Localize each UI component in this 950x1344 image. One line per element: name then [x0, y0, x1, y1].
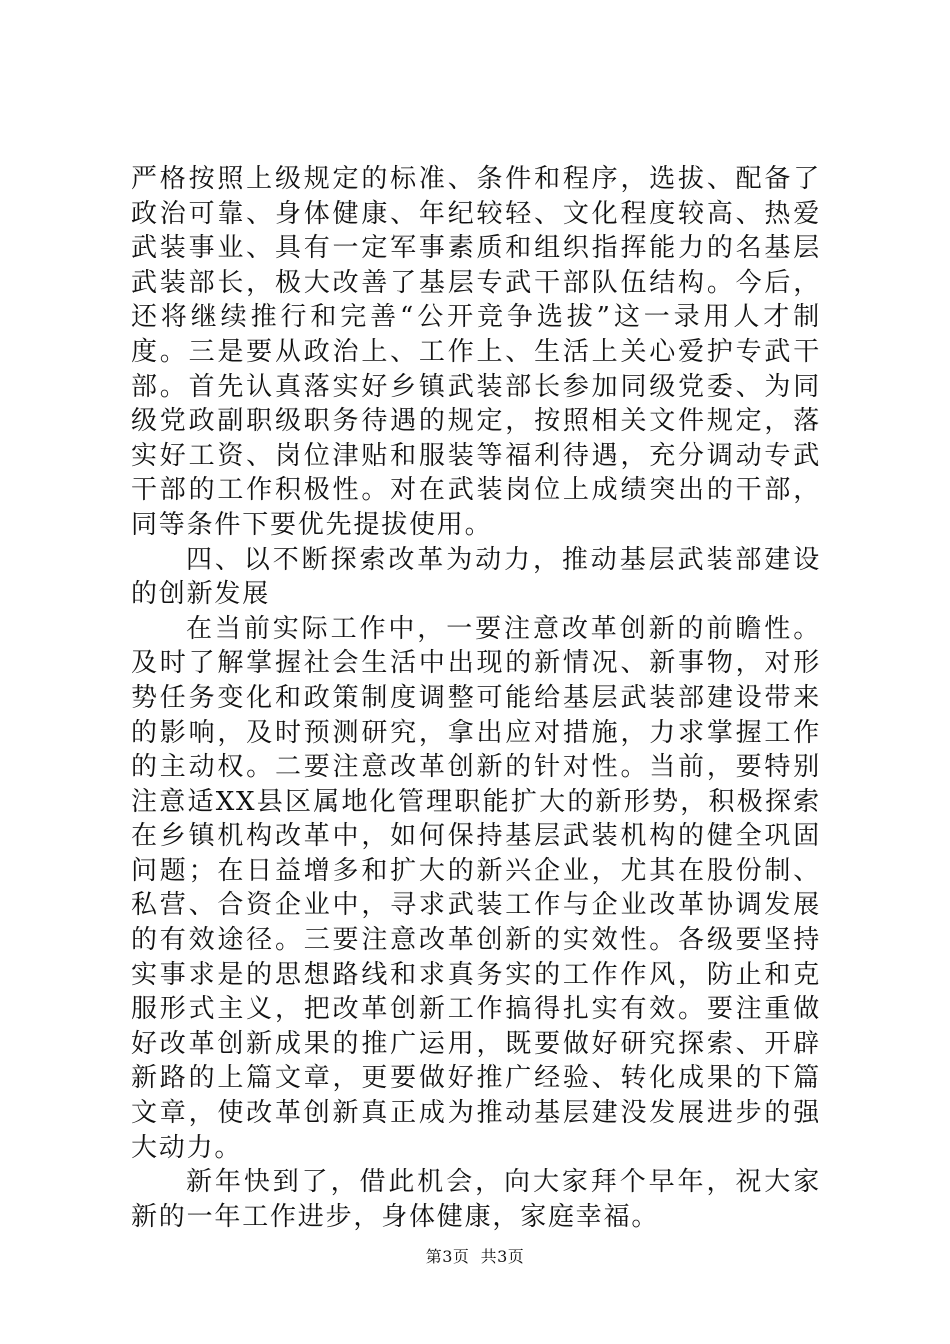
page-number: 第3页 共3页: [425, 1247, 525, 1266]
section-heading: 四、以不断探索改革为动力，推动基层武装部建设的创新发展: [131, 544, 821, 610]
paragraph-closing: 新年快到了，借此机会，向大家拜个早年，祝大家新的一年工作进步，身体健康，家庭幸福。: [131, 1167, 821, 1232]
paragraph-reform: 在当前实际工作中，一要注意改革创新的前瞻性。及时了解掌握社会生活中出现的新情况、新事物，对形势任务变化和政策制度调整可能给基层武装部建设带来的影响，及时预测研究，拿出应对措施，力求掌握工作的主动权。二要注意改革创新的针对性。当前，要特别注意适XX县区属地化管理职能扩大的新形势，积极探索在乡镇机构改革中，如何保持基层武装机构的健全巩固问题；在日益增多和扩大的新兴企业，尤其在股份制、私营、合资企业中，寻求武装工作与企业改革协调发展的有效途径。三要注意改革创新的实效性。各级要坚持实事求是的思想路线和求真务实的工作作风，防止和克服形式主义，把改革创新工作搞得扎实有效。要注重做好改革创新成果的推广运用，既要做好研究探索、开辟新路的上篇文章，更要做好推广经验、转化成果的下篇文章，使改革创新真正成为推动基层建没发展进步的强大动力。: [131, 613, 821, 1163]
document-body: [131, 162, 821, 1234]
paragraph-continuation: 严格按照上级规定的标准、条件和程序，选拔、配备了政治可靠、身体健康、年纪较轻、文化程度较高、热爱武装事业、具有一定军事素质和组织指挥能力的名基层武装部长，极大改善了基层专武干部队伍结构。今后，还将继续推行和完善“公开竞争选拔”这一录用人才制度。三是要从政治上、工作上、生活上关心爱护专武干部。首先认真落实好乡镇武装部长参加同级党委、为同级党政副职级职务待遇的规定，按照相关文件规定，落实好工资、岗位津贴和服装等福利待遇，充分调动专武干部的工作积极性。对在武装岗位上成绩突出的干部，同等条件下要优先提拔使用。: [131, 164, 821, 540]
page-footer: [0, 1247, 950, 1267]
